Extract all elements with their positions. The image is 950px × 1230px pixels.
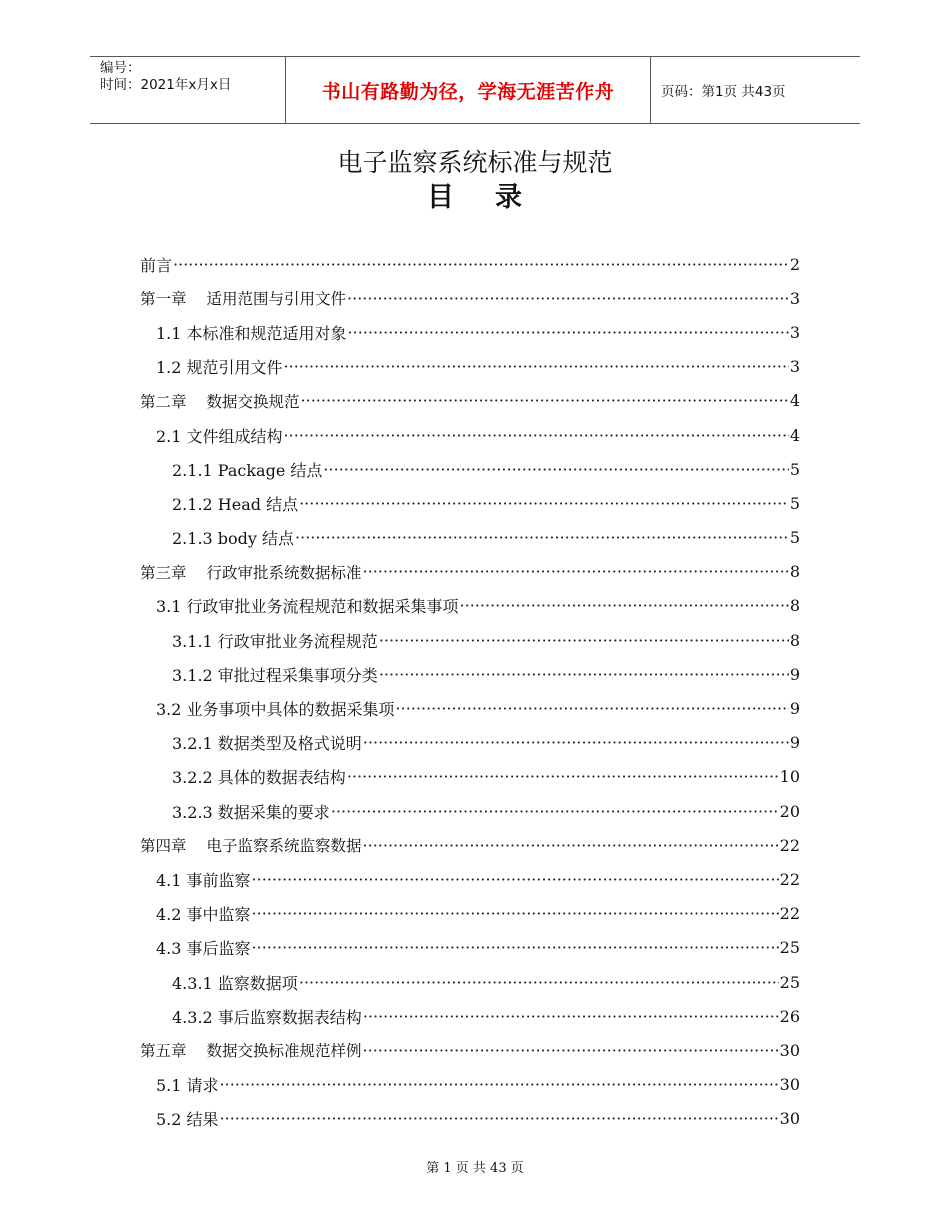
toc-chapter-title: 行政审批系统数据标准	[206, 563, 362, 582]
toc-entry-page: 5	[789, 528, 800, 548]
toc-entry[interactable]	[140, 521, 800, 555]
toc-entry-page: 30	[779, 1075, 800, 1095]
toc-entry-page: 5	[789, 459, 800, 479]
toc-leader	[284, 357, 789, 376]
toc-entry[interactable]	[140, 589, 800, 623]
number-label: 编号：	[100, 60, 141, 76]
toc-entry-label: 2.1.1 Package 结点	[172, 460, 323, 480]
toc-entry-label: 2.1 文件组成结构	[156, 426, 283, 446]
toc-leader	[347, 767, 779, 786]
toc-entry-page: 5	[789, 493, 800, 513]
toc-entry-label: 3.2.1 数据类型及格式说明	[172, 734, 362, 754]
toc-entry-page: 22	[779, 835, 800, 855]
toc-entry-page: 25	[779, 972, 800, 992]
toc-entry[interactable]	[140, 862, 800, 896]
toc-entry-label: 前言	[140, 255, 173, 275]
toc-leader	[284, 426, 789, 445]
toc-entry-page: 3	[789, 288, 800, 308]
toc-entry[interactable]	[140, 623, 800, 657]
toc-entry-label: 2.1.2 Head 结点	[172, 494, 299, 514]
toc-entry[interactable]	[140, 247, 800, 281]
toc-leader	[323, 460, 788, 479]
toc-entry-page: 20	[779, 801, 800, 821]
toc-entry-page: 22	[779, 869, 800, 889]
toc-title-part-b: 录	[495, 182, 523, 213]
toc-leader	[331, 802, 779, 821]
toc-chapter-entry[interactable]	[140, 384, 800, 418]
toc-entry[interactable]	[140, 1102, 800, 1136]
toc-leader	[363, 1007, 779, 1026]
toc-entry-page: 3	[789, 357, 800, 377]
toc-entry-page: 2	[789, 254, 800, 274]
toc-entry-page: 26	[779, 1006, 800, 1026]
toc-entry[interactable]	[140, 1068, 800, 1102]
toc-entry[interactable]	[140, 931, 800, 965]
toc-title-part-a: 目	[427, 182, 455, 213]
toc-entry-page: 9	[789, 699, 800, 719]
toc-entry-label: 1.2 规范引用文件	[156, 358, 283, 378]
toc-entry-label: 4.3.2 事后监察数据表结构	[172, 1007, 362, 1027]
toc-entry-label: 1.1 本标准和规范适用对象	[156, 323, 347, 343]
toc-entry-page: 22	[779, 904, 800, 924]
toc-chapter-title: 适用范围与引用文件	[206, 290, 347, 309]
toc-entry-label: 4.2 事中监察	[156, 905, 251, 925]
toc-entry[interactable]	[140, 350, 800, 384]
toc-leader	[379, 665, 789, 684]
toc-chapter-entry[interactable]	[140, 1033, 800, 1067]
toc-leader	[347, 289, 789, 308]
toc-entry-label: 5.2 结果	[156, 1110, 219, 1130]
toc-chapter-number: 第四章	[140, 837, 187, 856]
toc-leader	[460, 596, 789, 615]
toc-entry-label: 3.2.2 具体的数据表结构	[172, 768, 346, 788]
toc-entry-page: 4	[789, 391, 800, 411]
document-header	[90, 56, 860, 124]
toc-entry[interactable]	[140, 760, 800, 794]
document-title: 电子监察系统标准与规范	[337, 148, 613, 177]
toc-leader	[363, 836, 779, 855]
toc-entry[interactable]	[140, 418, 800, 452]
toc-entry[interactable]	[140, 897, 800, 931]
toc-chapter-title: 数据交换规范	[206, 392, 300, 411]
toc-entry-page: 9	[789, 733, 800, 753]
toc-leader	[295, 528, 789, 547]
toc-entry-page: 3	[789, 322, 800, 342]
toc-leader	[396, 699, 789, 718]
time-label: 时间：2021年x月x日	[100, 77, 232, 93]
toc-entry-page: 9	[789, 664, 800, 684]
toc-entry[interactable]	[140, 965, 800, 999]
toc-leader	[299, 494, 789, 513]
toc-entry-label: 3.1.2 审批过程采集事项分类	[172, 665, 378, 685]
toc-chapter-entry[interactable]	[140, 828, 800, 862]
toc-entry-label: 3.2.3 数据采集的要求	[172, 802, 330, 822]
toc-entry-label: 3.1 行政审批业务流程规范和数据采集事项	[156, 597, 459, 617]
toc-chapter-entry[interactable]	[140, 555, 800, 589]
toc-chapter-title: 数据交换标准规范样例	[206, 1042, 362, 1061]
toc-entry-page: 8	[789, 596, 800, 616]
toc-leader	[301, 391, 789, 410]
toc-entry[interactable]	[140, 486, 800, 520]
toc-entry-label: 2.1.3 body 结点	[172, 529, 295, 549]
toc-chapter-number: 第一章	[140, 290, 187, 309]
toc-entry-label: 5.1 请求	[156, 1076, 219, 1096]
toc-entry-page: 4	[789, 425, 800, 445]
toc-entry[interactable]	[140, 657, 800, 691]
toc-chapter-entry[interactable]	[140, 281, 800, 315]
toc-chapter-number: 第五章	[140, 1042, 187, 1061]
toc-entry[interactable]	[140, 794, 800, 828]
toc-entry[interactable]	[140, 452, 800, 486]
toc-chapter-number: 第二章	[140, 392, 187, 411]
header-page-info: 页码：第1页 共43页	[661, 84, 786, 100]
toc-entry[interactable]	[140, 315, 800, 349]
toc-leader	[363, 562, 789, 581]
header-motto: 书山有路勤为径，学海无涯苦作舟	[286, 57, 651, 123]
toc-entry-page: 8	[789, 562, 800, 582]
toc-leader	[348, 323, 789, 342]
header-meta-cell	[90, 57, 286, 123]
toc-leader	[252, 870, 779, 889]
toc-entry[interactable]	[140, 999, 800, 1033]
table-of-contents	[140, 247, 800, 1136]
toc-entry-label: 4.1 事前监察	[156, 870, 251, 890]
toc-chapter-number: 第三章	[140, 563, 187, 582]
toc-leader	[220, 1075, 779, 1094]
toc-entry-page: 30	[779, 1040, 800, 1060]
toc-entry-page: 10	[779, 767, 800, 787]
toc-entry[interactable]	[140, 726, 800, 760]
toc-leader	[299, 973, 779, 992]
toc-entry-page: 30	[779, 1109, 800, 1129]
toc-entry-label: 4.3 事后监察	[156, 939, 251, 959]
toc-title	[0, 175, 950, 214]
toc-entry-label: 3.1.1 行政审批业务流程规范	[172, 631, 378, 651]
toc-leader	[363, 733, 789, 752]
toc-leader	[220, 1109, 779, 1128]
page-footer: 第 1 页 共 43 页	[426, 1161, 524, 1176]
toc-entry-label: 4.3.1 监察数据项	[172, 973, 298, 993]
toc-leader	[379, 631, 789, 650]
toc-chapter-title: 电子监察系统监察数据	[206, 837, 362, 856]
toc-entry-label: 3.2 业务事项中具体的数据采集项	[156, 700, 395, 720]
toc-leader	[363, 1041, 779, 1060]
toc-leader	[252, 904, 779, 923]
toc-entry-page: 8	[789, 630, 800, 650]
toc-entry-page: 25	[779, 938, 800, 958]
toc-entry[interactable]	[140, 691, 800, 725]
toc-leader	[252, 938, 779, 957]
toc-leader	[173, 255, 789, 274]
